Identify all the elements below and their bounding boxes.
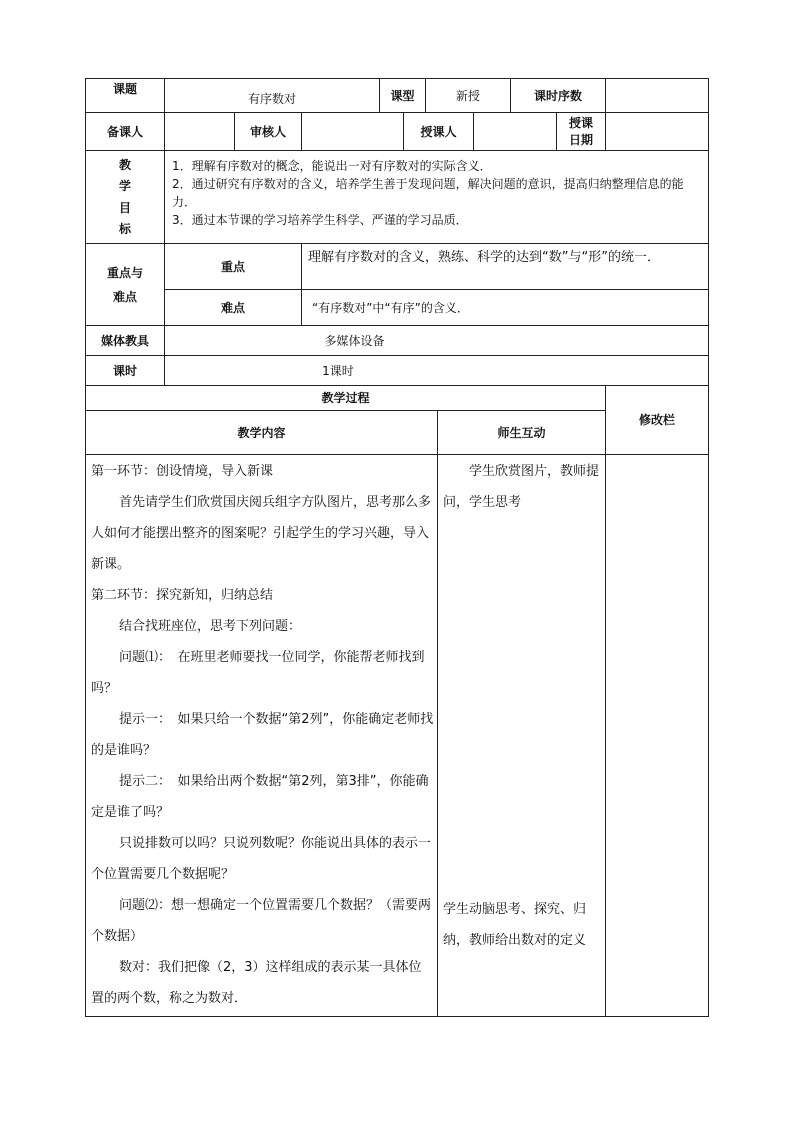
difficult-point-label: 难点 [220,300,245,315]
lesson-date-label [557,114,605,150]
objectives-label-char: 目 [118,200,131,215]
content-paragraph: 结合找班座位，思考下列问题： [119,619,302,634]
lesson-type-label: 课型 [390,88,415,103]
objectives-label-char: 教 [118,157,131,172]
lesson-title-label: 课题 [112,82,137,96]
hours-label: 课时 [112,363,137,378]
objectives-label [86,154,164,240]
revision-header: 修改栏 [638,413,675,427]
table-line [85,112,709,113]
table-line [605,385,606,1017]
content-paragraph: 数对：我们把像（2，3）这样组成的表示某一具体位置的两个数，称之为数对． [91,960,422,1006]
content-paragraph: 问题⑴： 在班里老师要找一位同学，你能帮老师找到吗？ [91,650,425,696]
content-paragraph: 首先请学生们欣赏国庆阅兵组字方队图片，思考那么多人如何才能摆出整齐的图案呢？引起学生的学习兴趣，导入新课。 [91,495,432,572]
period-seq-label: 课时序数 [533,88,582,103]
teacher-label: 授课人 [420,124,457,139]
table-border-bottom [85,1016,709,1017]
content-paragraph: 提示二： 如果给出两个数据“第2列，第3排”，你能确定是谁了吗？ [91,774,429,820]
table-line [301,112,302,150]
objectives-label-char: 学 [118,179,131,194]
key-points-label [86,244,164,325]
reviewer-label: 审核人 [249,124,286,139]
difficult-point-text: “有序数对”中“有序”的含义． [312,300,469,315]
process-title: 教学过程 [321,391,370,405]
key-point-label: 重点 [220,259,245,274]
interaction-header: 师生互动 [497,425,546,440]
table-line [605,78,606,112]
table-line [473,112,474,150]
objectives-label-char: 标 [118,222,131,237]
content-header: 教学内容 [237,425,286,440]
preparer-label: 备课人 [106,124,143,139]
interaction-note-1 [443,456,601,518]
table-border-right [708,78,709,1017]
table-line [85,454,709,455]
objectives-list [172,157,704,229]
lesson-date-label-line1: 授课 [568,116,593,130]
interaction-text: 学生欣赏图片，教师提问，学生思考 [443,464,600,510]
key-points-label-line2: 难点 [112,289,137,304]
table-line [605,112,606,150]
lesson-date-label-line2: 日期 [568,133,593,147]
key-point-text: 理解有序数对的含义，熟练、科学的达到“数”与“形”的统一． [308,250,660,265]
key-points-label-line1: 重点与 [106,265,143,280]
media-value: 多媒体设备 [324,333,385,348]
hours-value: 1课时 [322,363,354,378]
objective-item-1: 1．理解有序数对的概念，能说出一对有序数对的实际含义． [172,159,492,173]
media-label: 媒体教具 [100,333,149,348]
content-paragraph: 提示一： 如果只给一个数据“第2列”，你能确定老师找的是谁吗？ [91,712,434,758]
content-paragraph: 问题⑵：想一想确定一个位置需要几个数据？（需要两个数据） [91,898,432,944]
table-line [437,410,438,1017]
objective-item-2: 2．通过研究有序数对的含义，培养学生善于发现问题，解决问题的意识，提高归纳整理信息的能力． [172,177,684,209]
interaction-text: 学生动脑思考、探究、归纳，教师给出数对的定义 [443,902,587,948]
teaching-content [91,456,434,1014]
table-line [85,150,709,151]
interaction-note-2 [443,894,601,956]
content-paragraph: 第一环节：创设情境，导入新课 [91,464,274,479]
objective-item-3: 3．通过本节课的学习培养学生科学、严谨的学习品质． [172,213,468,227]
lesson-title-value: 有序数对 [247,92,296,106]
lesson-type-value: 新授 [455,88,480,103]
table-line [301,243,302,325]
content-paragraph: 第二环节：探究新知，归纳总结 [91,588,274,603]
content-paragraph: 只说排数可以吗？只说列数呢？你能说出具体的表示一个位置需要几个数据呢？ [91,836,432,882]
